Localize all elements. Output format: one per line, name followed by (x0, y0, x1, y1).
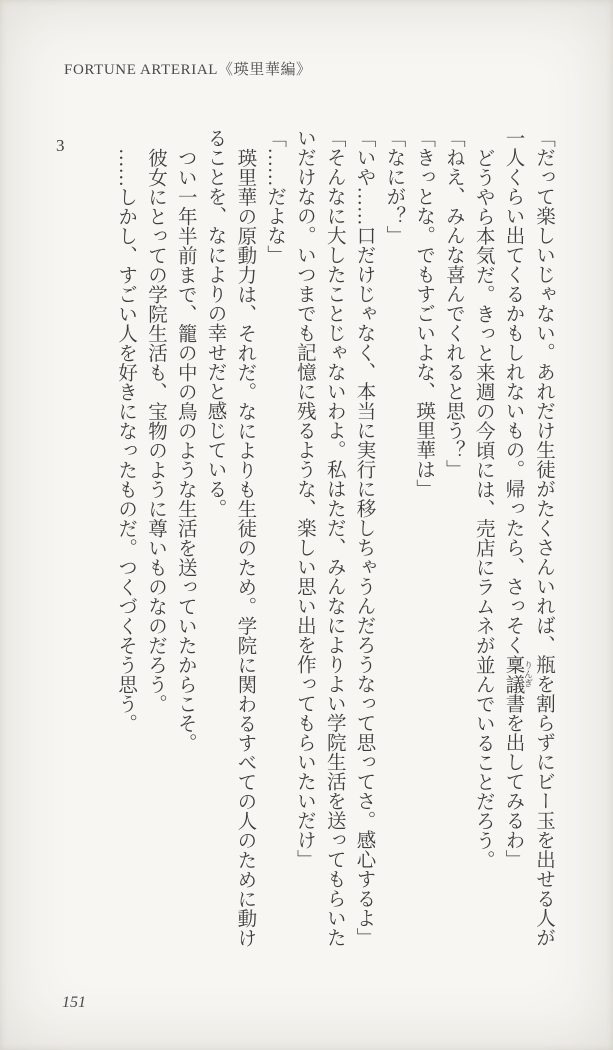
furigana-text: りんぎ (523, 654, 533, 694)
chapter-number: 3 (56, 136, 65, 155)
paragraph-9: 瑛里華の原動力は、それだ。なによりも生徒のため。学院に関わるすべての人のために動けることを、なによりの幸せだと感じている。 (204, 128, 256, 947)
paragraph-7: 「そんなに大したことじゃないわよ。私はただ、みんなによりよい学院生活を送ってもらいたいだけなの。いつまでも記憶に残るような、楽しい思い出を作ってもらいたいだけ」 (293, 128, 345, 947)
furigana-ruby: 稟議 りんぎ (502, 654, 533, 694)
paragraph-3: 「ねえ、みんな喜んでくれると思う？」 (442, 128, 464, 479)
paragraph-2: どうやら本気だ。きっと来週の今頃には、売店にラムネが並んでいることだろう。 (472, 147, 494, 869)
paragraph-1: 「だって楽しいじゃない。あれだけ生徒がたくさんいれば、瓶を割らずにビー玉を出せる人が一人くらい出てくるかもしれないもの。帰ったら、さっそく稟議 りんぎ書を出してみるわ」 (502, 128, 554, 947)
paragraph-8: 「……だよな」 (264, 128, 286, 265)
paragraph-4: 「きっとな。でもすごいよな、瑛里華は」 (413, 128, 435, 499)
paragraph-10: つい一年半前まで、籠の中の鳥のような生活を送っていたからこそ。 (174, 147, 196, 752)
paragraph-12: ……しかし、すごい人を好きになったものだ。つくづくそう思う。 (115, 147, 137, 733)
paragraph-11: 彼女にとっての学院生活も、宝物のように尊いものなのだろう。 (144, 147, 166, 713)
page-number: 151 (62, 994, 86, 1011)
running-header-title: FORTUNE ARTERIAL《瑛里華編》 (64, 62, 312, 78)
paragraph-5: 「なにが？」 (383, 128, 405, 245)
paragraph-6: 「いや……口だけじゃなく、本当に実行に移しちゃうんだろうなって思ってさ。感心するよ」 (353, 128, 375, 947)
book-text (110, 128, 558, 952)
